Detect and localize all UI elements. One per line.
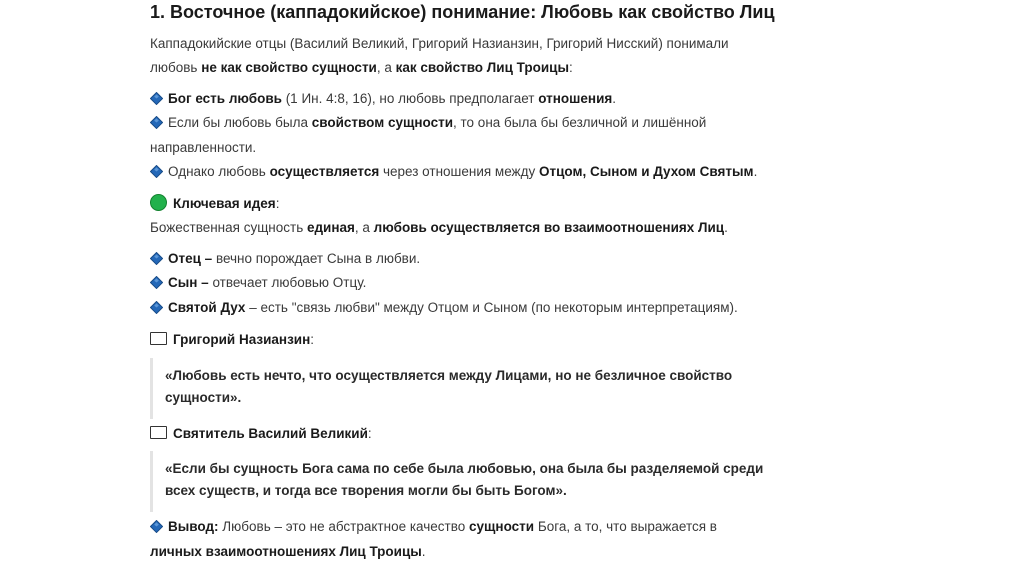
bullet-text: (1 Ин. 4:8, 16), но любовь предполагает	[281, 91, 539, 106]
key-idea-heading	[150, 194, 279, 214]
key-idea-colon: :	[275, 196, 280, 211]
conclusion-text: .	[421, 544, 426, 559]
basil-heading	[150, 424, 372, 444]
bullet-emphasis: отношения	[538, 91, 613, 106]
quote-line: «Если бы сущность Бога сама по себе была любовью, она была бы разделяемой среди	[165, 461, 764, 476]
key-idea-label: Ключевая идея	[173, 196, 276, 211]
quote-line: «Любовь есть нечто, что осуществляется между Лицами, но не безличное свойство	[165, 368, 733, 383]
bullet-1	[150, 89, 616, 109]
bullet-emphasis: Сын –	[168, 275, 209, 290]
bullet-3	[150, 162, 757, 182]
bullet-father	[150, 249, 420, 269]
intro-line-1	[150, 34, 729, 54]
bullet-text: Однако любовь	[168, 164, 270, 179]
bullet-emphasis: осуществляется	[269, 164, 380, 179]
conclusion-text: Любовь – это не абстрактное качество	[218, 519, 470, 534]
bullet-spirit	[150, 298, 738, 318]
bullet-son	[150, 273, 366, 293]
bullet-emphasis: Святой Дух	[168, 300, 246, 315]
blue-diamond-icon	[150, 252, 163, 265]
key-emphasis: любовь осуществляется во взаимоотношениях Лиц	[373, 220, 725, 235]
intro-text: любовь	[150, 60, 202, 75]
green-circle-icon	[150, 194, 167, 211]
conclusion-line-1	[150, 517, 717, 537]
gregory-colon: :	[310, 332, 314, 347]
intro-text: , а	[376, 60, 396, 75]
quote-line: всех существ, и тогда все творения могли бы быть Богом».	[165, 483, 567, 498]
conclusion-text: Бога, а то, что выражается в	[534, 519, 717, 534]
gregory-label: Григорий Назианзин	[173, 332, 311, 347]
bullet-text: – есть "связь любви" между Отцом и Сыном (по некоторым интерпретациям).	[245, 300, 738, 315]
bullet-text: .	[753, 164, 758, 179]
bullet-emphasis: Отцом, Сыном и Духом Святым	[538, 164, 754, 179]
blue-diamond-icon	[150, 116, 163, 129]
intro-emphasis: не как свойство сущности	[201, 60, 377, 75]
blue-diamond-icon	[150, 92, 163, 105]
book-icon	[150, 426, 167, 439]
bullet-emphasis: свойством сущности	[311, 115, 454, 130]
conclusion-line-2	[150, 542, 426, 562]
bullet-text: направленности.	[150, 140, 257, 155]
bullet-text: отвечает любовью Отцу.	[208, 275, 367, 290]
intro-text: :	[568, 60, 573, 75]
intro-emphasis: как свойство Лиц Троицы	[395, 60, 569, 75]
conclusion-emphasis: сущности	[469, 519, 535, 534]
bullet-text: через отношения между	[379, 164, 539, 179]
bullet-text: вечно порождает Сына в любви.	[212, 251, 421, 266]
basil-quote	[150, 451, 805, 512]
book-icon	[150, 332, 167, 345]
page-title: 1. Восточное (каппадокийское) понимание: Любовь как свойство Лиц	[150, 2, 775, 22]
quote-line: сущности».	[165, 390, 242, 405]
conclusion-label: Вывод:	[168, 519, 219, 534]
bullet-2	[150, 113, 706, 133]
bullet-text: .	[612, 91, 617, 106]
key-idea-line	[150, 218, 728, 238]
conclusion-emphasis: личных взаимоотношениях Лиц Троицы	[150, 544, 422, 559]
key-text: Божественная сущность	[150, 220, 307, 235]
bullet-text: Если бы любовь была	[168, 115, 312, 130]
blue-diamond-icon	[150, 301, 163, 314]
blue-diamond-icon	[150, 276, 163, 289]
bullet-emphasis: Отец –	[168, 251, 213, 266]
intro-text: Каппадокийские отцы (Василий Великий, Григорий Назианзин, Григорий Нисский) понимали	[150, 36, 729, 51]
key-text: .	[724, 220, 728, 235]
key-text: , а	[354, 220, 374, 235]
blue-diamond-icon	[150, 165, 163, 178]
intro-line-2	[150, 58, 573, 78]
bullet-2-cont	[150, 138, 256, 158]
basil-colon: :	[367, 426, 372, 441]
gregory-quote	[150, 358, 805, 419]
bullet-emphasis: Бог есть любовь	[168, 91, 282, 106]
bullet-text: , то она была бы безличной и лишённой	[453, 115, 707, 130]
gregory-heading	[150, 330, 314, 350]
blue-diamond-icon	[150, 520, 163, 533]
key-emphasis: единая	[306, 220, 355, 235]
basil-label: Святитель Василий Великий	[173, 426, 368, 441]
